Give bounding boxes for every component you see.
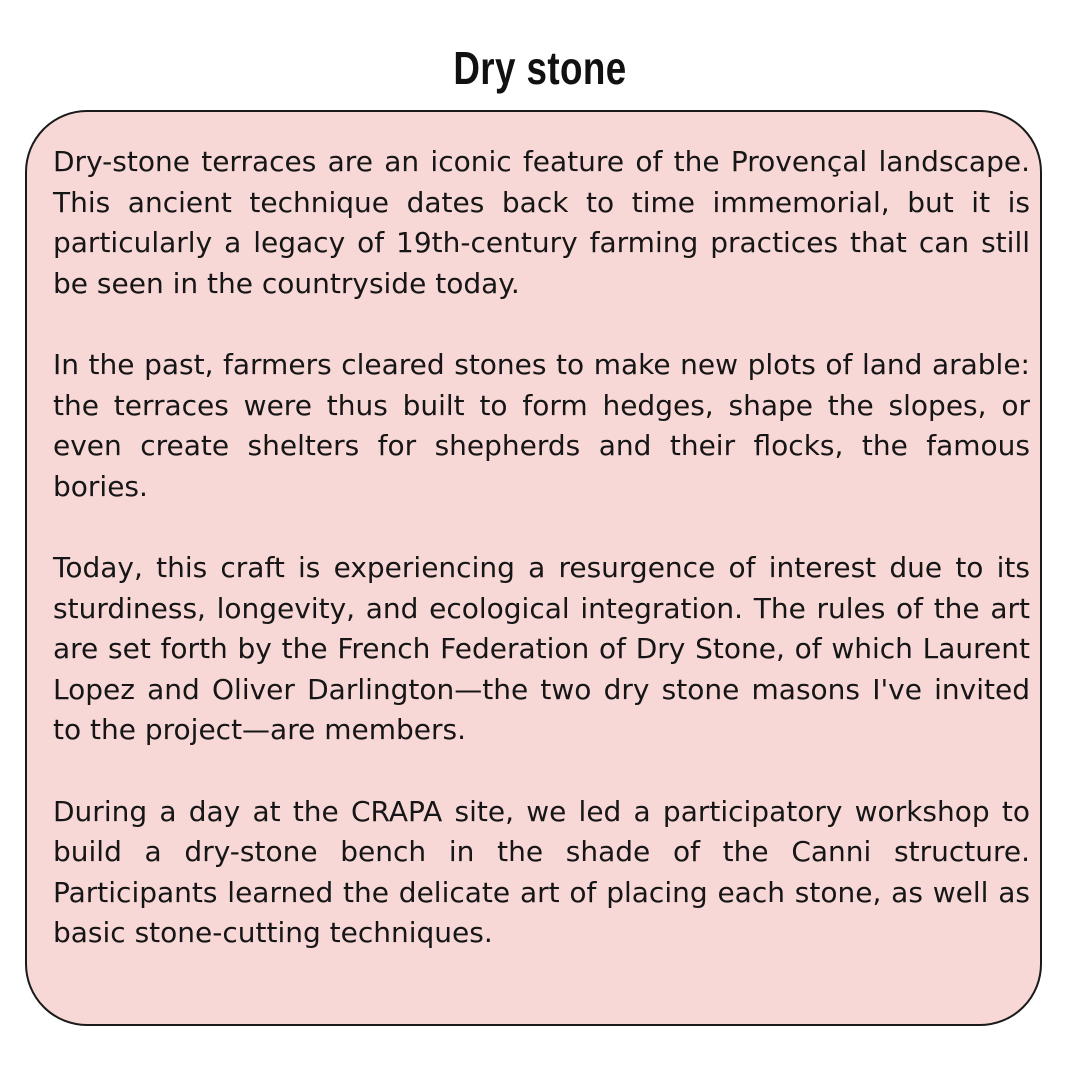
paragraph-history: In the past, farmers cleared stones to make new plots of land arable: the terraces were thus built to form hedges, shape the slopes, or even create shelters for shepherds and their flocks, the famous bories. — [53, 347, 1030, 503]
page-title: Dry stone — [453, 42, 627, 94]
paragraph-terraces: Dry-stone terraces are an iconic feature of the Provençal landscape. This ancient technique dates back to time immemorial, but it is particularly a legacy of 19th-century farming practices that can still be seen in the countryside today. — [53, 145, 1030, 300]
body-text — [53, 142, 1030, 954]
paragraph-workshop: During a day at the CRAPA site, we led a participatory workshop to build a dry-stone bench in the shade of the Canni structure. Participants learned the delicate art of placing each stone, as well as basic stone-cutting techniques. — [53, 794, 1030, 950]
text-card — [25, 110, 1042, 1026]
paragraph-resurgence: Today, this craft is experiencing a resurgence of interest due to its sturdiness, longevity, and ecological integration. The rules of the art are set forth by the French Federation of Dry Stone, of which Laurent Lopez and Oliver Darlington—the two dry stone masons I've invited to the project—are members. — [53, 550, 1030, 747]
